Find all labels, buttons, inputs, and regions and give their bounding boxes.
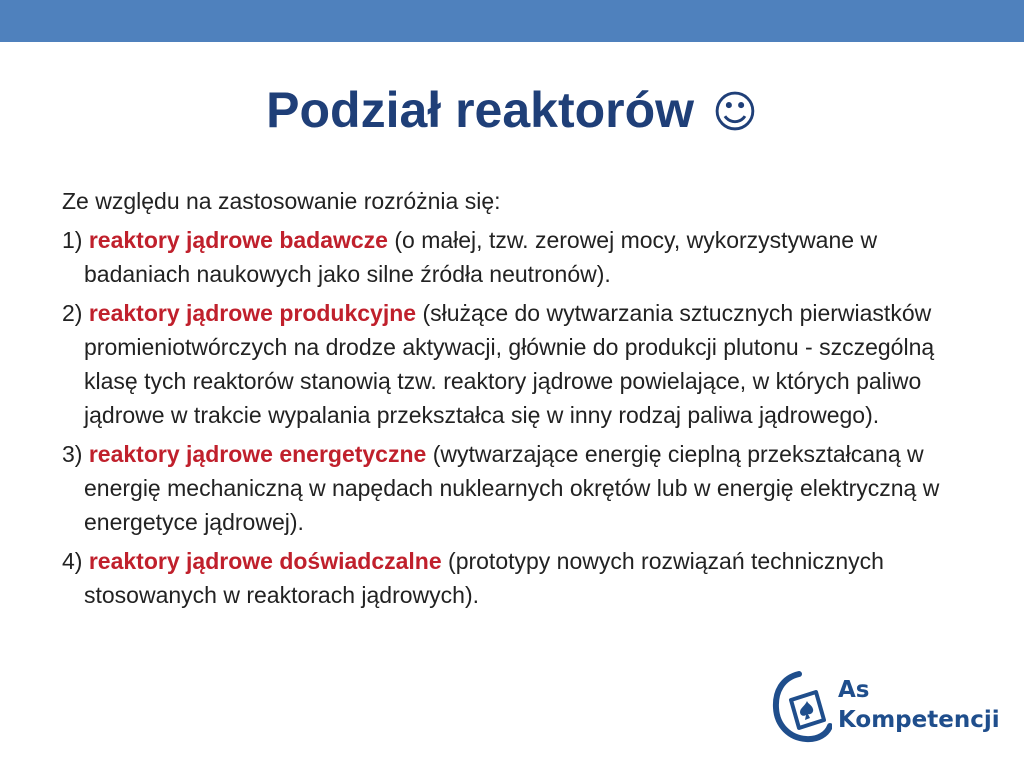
- item-term: reaktory jądrowe doświadczalne: [88, 548, 442, 574]
- logo: [772, 668, 1002, 748]
- item-number: 1): [62, 227, 83, 253]
- item-number: 3): [62, 441, 83, 467]
- list-item: [62, 223, 972, 291]
- logo-line-1: As: [838, 677, 870, 703]
- top-bar: [0, 0, 1024, 42]
- item-description: (wytwarzające energię cieplną przekształcaną w energię mechaniczną w napędach nuklearnych okrętów lub w energię elektryczną w energetyce jądrowej).: [84, 441, 940, 535]
- item-number: 2): [62, 300, 83, 326]
- slide-title: [0, 80, 1024, 143]
- list-item: [62, 296, 972, 432]
- item-term: reaktory jądrowe energetyczne: [88, 441, 427, 467]
- list-item: [62, 544, 972, 612]
- list-item: [62, 437, 972, 539]
- item-description: (służące do wytwarzania sztucznych pierwiastków promieniotwórczych na drodze aktywacji, głównie do produkcji plutonu - szczególną klasę tych reaktorów stanowią tzw. reaktory jądrowe powielające, w których paliwo jądrowe w trakcie wypalania przekształca się w inny rodzaj paliwa jądrowego).: [84, 300, 935, 428]
- intro-text: Ze względu na zastosowanie rozróżnia się:: [62, 188, 501, 214]
- item-description: (prototypy nowych rozwiązań technicznych stosowanych w reaktorach jądrowych).: [84, 548, 884, 608]
- slide-content: [62, 184, 972, 617]
- item-number: 4): [62, 548, 83, 574]
- logo-line-2: Kompetencji: [838, 707, 1000, 733]
- smiley-icon: ☺: [711, 87, 758, 138]
- item-description: (o małej, tzw. zerowej mocy, wykorzystywane w badaniach naukowych jako silne źródła neutronów).: [84, 227, 878, 287]
- item-term: reaktory jądrowe produkcyjne: [88, 300, 417, 326]
- item-term: reaktory jądrowe badawcze: [88, 227, 388, 253]
- slide-title-text: Podział reaktorów: [266, 82, 695, 138]
- spade-card-logo-icon: [772, 670, 832, 744]
